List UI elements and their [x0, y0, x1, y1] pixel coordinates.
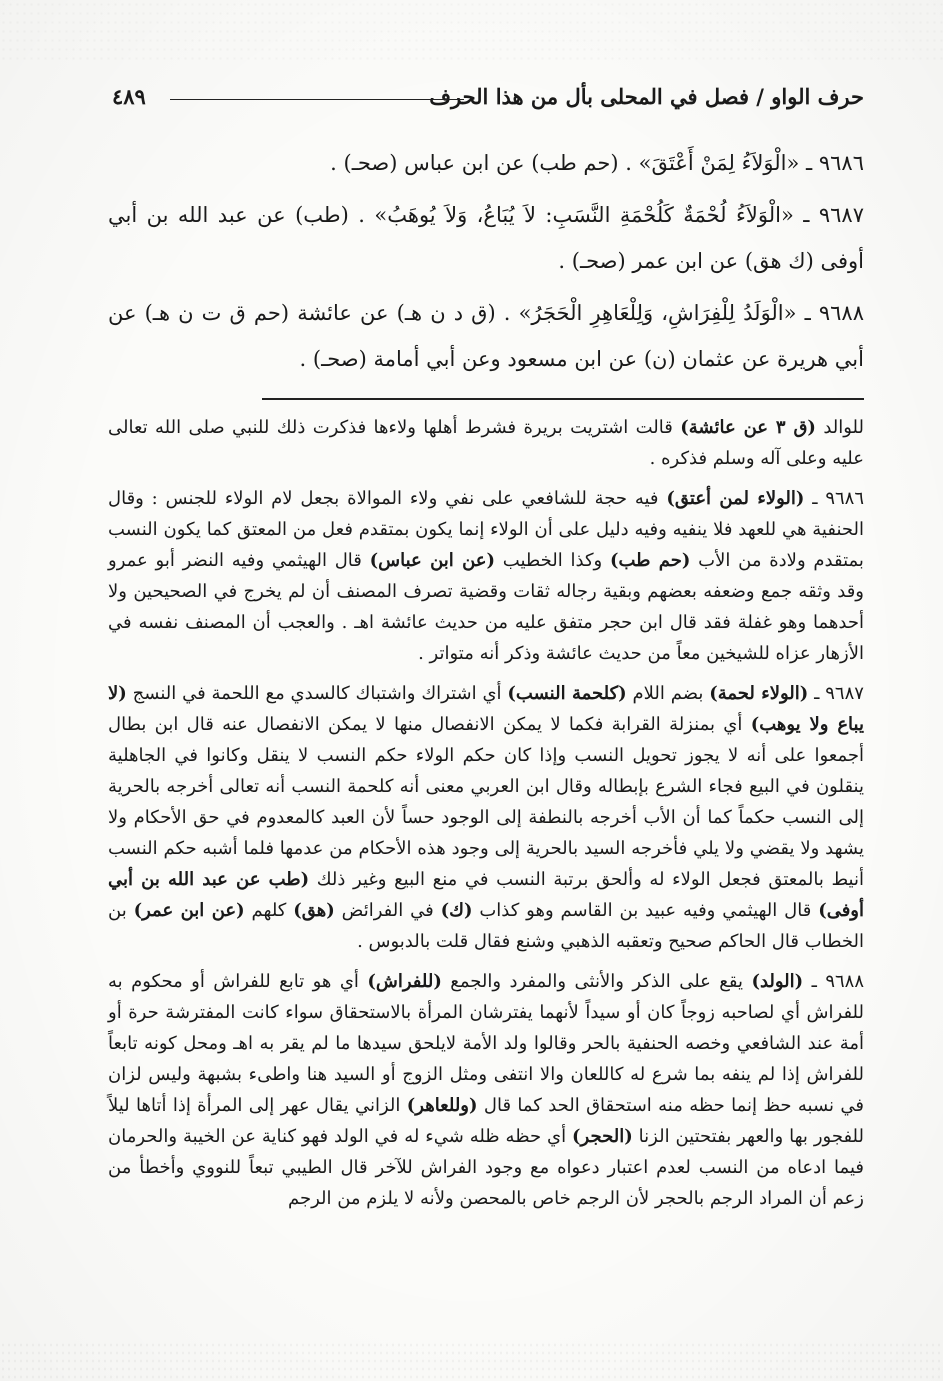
commentary-bold: (حم طب)	[609, 550, 691, 571]
commentary-bold: (ق ٣ عن عائشة)	[680, 417, 816, 438]
commentary-text: للوالد	[823, 417, 864, 438]
running-header	[112, 84, 864, 118]
hadith-number: ٩٦٨٧	[818, 203, 864, 227]
page-speckle-top	[0, 0, 943, 60]
commentary-paragraph	[108, 412, 864, 474]
commentary-section	[108, 412, 864, 1223]
commentary-text: الزاني يقال عهر إلى المرأة إذا أتاها ليلاً للفجور بها والعهر بفتحتين الزنا	[108, 1095, 864, 1147]
hadith-source: . (طب) عن عبد الله بن أبي أوفى (ك هق) عن ابن عمر (صحـ) .	[108, 203, 864, 273]
hadith-source: . (ق د ن هـ) عن عائشة (حم ق ت ن هـ) عن أبي هريرة عن عثمان (ن) عن ابن مسعود وعن أبي أمامة (صحـ) .	[108, 301, 864, 371]
commentary-text: أي بمنزلة القرابة فكما لا يمكن الانفصال منها لا يمكن الانفصال عنه قال ابن بطال أجمعوا على أنه لا يجوز تحويل النسب وإذا كان حكم الولاء حكم النسب لا ينقل وكانوا في الجاهلية ينقلون في البيع فجاء الشرع بإبطاله وقال ابن العربي معنى أنه كلحمة النسب أنه تعالى أخرجه بالحرية إلى النسب حكماً كما أن الأب أخرجه بالنطفة إلى الوجود حساً لأن العبد كالمعدوم في حق الأحكام ولا يشهد ولا يقضي ولا يلي فأخرجه السيد بالحرية إلى وجود هذه الأحكام من عدمها فلما أشبه حكم النسب أنيط بالمعتق فجعل الولاء له وألحق برتبة النسب في منع البيع وغير ذلك	[108, 714, 864, 890]
commentary-bold: (ك)	[440, 900, 473, 921]
commentary-text: قال الهيثمي وفيه النضر أبو عمرو وقد وثقه جمع وضعفه بعضهم وبقية رجاله ثقات وقضية تصرف المصنف أن لم يخرج في الصحيحين ولا أحدهما وهو غفلة فقد قال ابن حجر متفق عليه من حديث عائشة اهـ . والعجب أن المصنف نفسه في الأزهار عزاه للشيخين معاً من حديث عائشة وذكر أنه متواتر .	[108, 550, 864, 664]
commentary-number: ٩٦٨٧ ـ	[814, 683, 864, 704]
commentary-bold: (للفراش)	[367, 971, 442, 992]
commentary-text: فيه حجة للشافعي على نفي ولاء الموالاة بجعل لام الولاء للجنس : وقال الحنفية هي للعهد فلا ينفيه وفيه دليل على أن الولاء إنما يكون بمتقدم فعل من المعتق كما يكون النسب بمتقدم ولادة من الأب	[108, 488, 864, 571]
commentary-bold: (وللعاهر)	[406, 1095, 478, 1116]
commentary-bold: (كلحمة النسب)	[507, 683, 627, 704]
commentary-paragraph	[108, 678, 864, 957]
commentary-bold: (الولاء لمن أعتق)	[666, 488, 805, 509]
hadith-number: ٩٦٨٦	[818, 151, 864, 175]
page-speckle-bottom	[0, 1341, 943, 1381]
hadith-source: . (حم طب) عن ابن عباس (صحـ) .	[330, 151, 632, 175]
chapter-title: حرف الواو / فصل في المحلى بأل من هذا الحرف	[429, 84, 864, 109]
page-number: ٤٨٩	[112, 84, 146, 109]
commentary-bold: (الحجر)	[572, 1126, 633, 1147]
hadith-matn: «الْوَلاَءُ لُحْمَةٌ كَلُحْمَةِ النَّسَبِ: لاَ يُبَاعُ، وَلاَ يُوهَبُ»	[374, 203, 794, 227]
commentary-number: ٩٦٨٨ ـ	[811, 971, 864, 992]
commentary-text: بن الخطاب قال الحاكم صحيح وتعقبه الذهبي وشنع فقال قلت بالدبوس .	[108, 900, 864, 952]
hadith-matn: «الْوَلاَءُ لِمَنْ أَعْتَقَ»	[638, 151, 800, 175]
commentary-paragraph	[108, 966, 864, 1214]
commentary-bold: (لا يباع ولا يوهب)	[108, 683, 864, 735]
commentary-bold: (طب عن عبد الله بن أبي أوفى)	[108, 869, 865, 921]
commentary-bold: (عن ابن عباس)	[369, 550, 496, 571]
hadith-matn: «الْوَلَدُ لِلْفِرَاشِ، وَلِلْعَاهِرِ الْحَجَرُ»	[518, 301, 797, 325]
commentary-bold: (هق)	[293, 900, 335, 921]
hadith-number: ٩٦٨٨	[818, 301, 864, 325]
commentary-text: يقع على الذكر والأنثى والمفرد والجمع	[450, 971, 744, 992]
commentary-bold: (الولد)	[751, 971, 804, 992]
footnote-separator	[262, 398, 864, 400]
hadith-entry: ٩٦٨٨ ـ «الْوَلَدُ لِلْفِرَاشِ، وَلِلْعَاهِرِ الْحَجَرُ» . (ق د ن هـ) عن عائشة (حم ق ت ن هـ) عن أبي هريرة عن عثمان (ن) عن ابن مسعود وعن أبي أمامة (صحـ) .	[108, 301, 864, 371]
hadith-entry: ٩٦٨٦ ـ «الْوَلاَءُ لِمَنْ أَعْتَقَ» . (حم طب) عن ابن عباس (صحـ) .	[330, 151, 864, 175]
commentary-text: قالت اشتريت بريرة فشرط أهلها ولاءها فذكرت ذلك للنبي صلى الله تعالى عليه وعلى آله وسلم فذكره .	[108, 417, 864, 469]
commentary-number: ٩٦٨٦ ـ	[812, 488, 864, 509]
commentary-bold: (الولاء لحمة)	[709, 683, 809, 704]
commentary-text: قال الهيثمي وفيه عبيد بن القاسم وهو كذاب	[479, 900, 812, 921]
hadith-list	[108, 140, 864, 388]
commentary-paragraph	[108, 483, 864, 669]
commentary-text: أي هو تابع للفراش أو محكوم به للفراش أي لصاحبه زوجاً كان أو سيداً لأنهما يفترشان المرأة بالاستحقاق سواء كانت المفترشة حرة أو أمة عند الشافعي وخصه الحنفية بالحر وقالوا ولد الأمة لايلحق سيدها ما لم يقر به اهـ ومحل كونه تابعاً للفراش إذا لم ينفه بما شرع له كاللعان والا انتفى ومثل الزوج أو السيد هنا واطىء بشبهة وليس لزان في نسبه حظ إنما حظه منه استحقاق الحد كما قال	[108, 971, 864, 1116]
hadith-entry: ٩٦٨٧ ـ «الْوَلاَءُ لُحْمَةٌ كَلُحْمَةِ النَّسَبِ: لاَ يُبَاعُ، وَلاَ يُوهَبُ» . (طب) عن عبد الله بن أبي أوفى (ك هق) عن ابن عمر (صحـ) .	[108, 203, 864, 273]
commentary-text: أي حظه ظله شيء له في الولد فهو كناية عن الخيبة والحرمان فيما ادعاه من النسب لعدم اعتبار دعواه مع وجود الفراش للآخر قال الطيبي تبعاً للنووي وأخطأ من زعم أن المراد الرجم بالحجر لأن الرجم خاص بالمحصن ولأنه لا يلزم من الرجم	[108, 1126, 864, 1209]
header-rule	[170, 99, 464, 100]
commentary-bold: (عن ابن عمر)	[133, 900, 245, 921]
commentary-text: وكذا الخطيب	[502, 550, 603, 571]
commentary-text: أي اشتراك واشتباك كالسدي مع اللحمة في النسج	[132, 683, 502, 704]
commentary-text: بضم اللام	[632, 683, 704, 704]
commentary-text: كلهم	[251, 900, 287, 921]
commentary-text: في الفرائض	[341, 900, 434, 921]
